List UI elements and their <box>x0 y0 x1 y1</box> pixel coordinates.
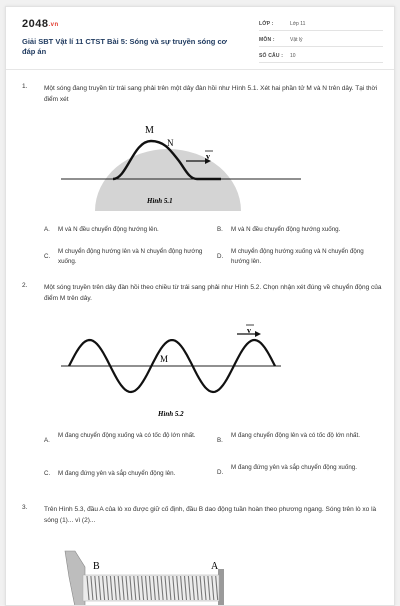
figure-caption: Hình 5.2 <box>158 410 184 418</box>
option-text: M đang chuyển động lên và có tốc độ lớn nhất. <box>231 432 360 439</box>
option-text: M và N đều chuyển động hướng lên. <box>58 226 159 233</box>
label-m: M <box>160 354 169 364</box>
document-page <box>5 6 395 606</box>
label-v: v <box>247 326 251 335</box>
meta-row-subject <box>259 33 383 47</box>
meta-value: Vật lý <box>290 36 303 43</box>
hand-holder <box>65 551 85 606</box>
option-letter: D. <box>217 469 224 476</box>
option-letter: C. <box>44 253 51 260</box>
option-text: M đang đứng yên và sắp chuyển động lên. <box>58 470 176 477</box>
question-number: 3. <box>22 504 28 511</box>
option-text: M chuyển động hướng xuống và N chuyển động hướng lên. <box>231 248 364 265</box>
meta-table <box>259 17 383 65</box>
question-number: 1. <box>22 83 28 90</box>
question-text: Trên Hình 5.3, đầu A của lò xo được giữ cố định, đầu B dao động tuần hoàn theo phương ngang. Sóng trên lò xo là sóng (1)... vì (2)... <box>44 506 377 524</box>
label-v: v <box>206 152 210 161</box>
option-letter: B. <box>217 226 223 233</box>
figure-5-1 <box>61 119 301 211</box>
meta-key: MÔN : <box>259 36 275 43</box>
label-b: B <box>93 561 100 572</box>
logo-text: 2048 <box>22 18 49 30</box>
option-letter: D. <box>217 253 224 260</box>
meta-value: Lớp 11 <box>290 20 306 27</box>
meta-key: LỚP : <box>259 20 274 27</box>
option-letter: A. <box>44 226 50 233</box>
option-letter: A. <box>44 437 50 444</box>
question-number: 2. <box>22 282 28 289</box>
figure-5-3 <box>61 547 231 606</box>
question-text: Một sóng đang truyền từ trái sang phải trên một dây đàn hồi như Hình 5.1. Xét hai phần tử M và N trên dây. Tại thời điểm xét <box>44 85 378 103</box>
document-title: Giải SBT Vật lí 11 CTST Bài 5: Sóng và sự truyền sóng cơ đáp án <box>22 37 227 56</box>
question-text: Một sóng truyền trên dây đàn hồi theo chiều từ trái sang phải như Hình 5.2. Chọn nhận xét đúng về chuyển động của điểm M trên dây. <box>44 284 382 302</box>
option-letter: B. <box>217 437 223 444</box>
figure-caption: Hình 5.1 <box>147 197 173 205</box>
meta-row-count <box>259 49 383 63</box>
label-m: M <box>145 125 154 136</box>
option-text: M đang chuyển động xuống và có tốc độ lớn nhất. <box>58 432 196 439</box>
figure-5-2 <box>61 322 281 418</box>
logo-suffix: .vn <box>48 22 59 28</box>
option-text: M chuyển động hướng lên và N chuyển động hướng xuống. <box>58 248 203 265</box>
document-header <box>6 7 395 70</box>
site-logo[interactable] <box>22 18 59 30</box>
velocity-arrowhead <box>255 331 261 337</box>
option-letter: C. <box>44 470 51 477</box>
option-text: M đang đứng yên và sắp chuyển động xuống. <box>231 464 357 471</box>
label-a: A <box>211 561 219 572</box>
option-text: M và N đều chuyển động hướng xuống. <box>231 226 341 233</box>
label-n: N <box>167 138 174 148</box>
meta-key: SỐ CÂU : <box>259 52 284 59</box>
meta-row-class <box>259 17 383 31</box>
meta-value: 10 <box>290 52 296 59</box>
